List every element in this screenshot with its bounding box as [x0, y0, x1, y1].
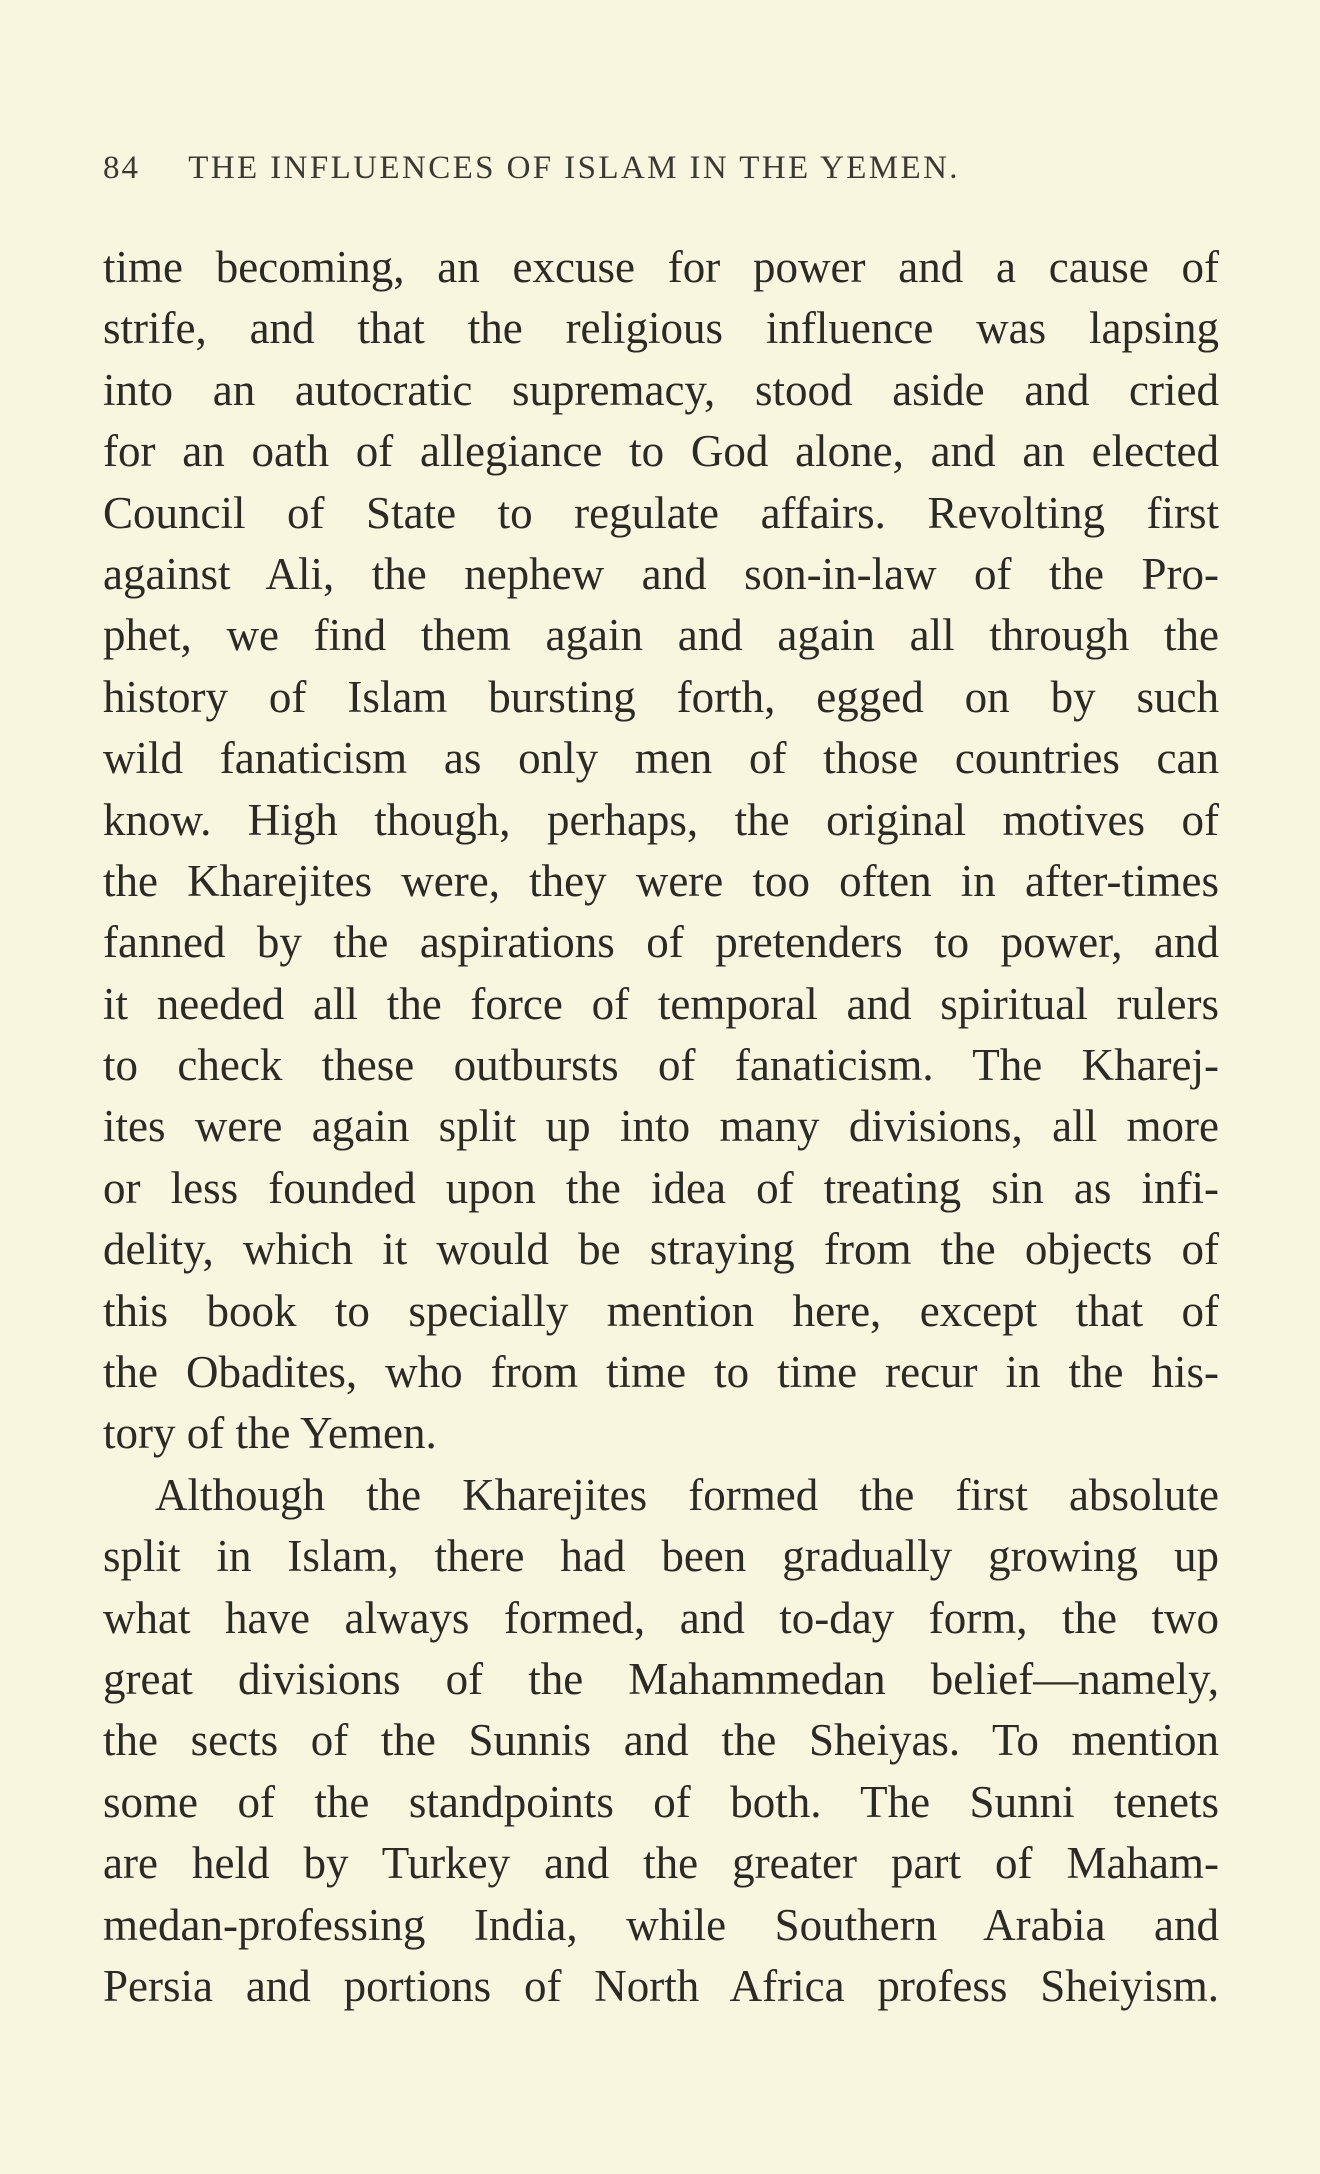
text-line: the Kharejites were, they were too often in after-times [103, 855, 1219, 906]
text-line: time becoming, an excuse for power and a cause of [103, 242, 1219, 292]
text-line: this book to specially mention here, except that of [103, 1285, 1219, 1336]
text-line: ites were again split up into many divisions, all more [103, 1101, 1219, 1152]
text-line: for an oath of allegiance to God alone, and an elected [103, 426, 1219, 477]
body-text [103, 237, 1219, 2017]
text-line: Persia and portions of North Africa profess Sheiyism. [103, 1960, 1219, 2011]
text-line: Although the Kharejites formed the first absolute [155, 1469, 1219, 1520]
running-title: THE INFLUENCES OF ISLAM IN THE YEMEN. [188, 150, 960, 186]
text-line: are held by Turkey and the greater part of Maham- [103, 1838, 1219, 1889]
text-line: strife, and that the religious influence was lapsing [103, 303, 1219, 354]
text-line: medan-professing India, while Southern Arabia and [103, 1899, 1219, 1950]
text-line: split in Islam, there had been gradually growing up [103, 1531, 1219, 1582]
text-line: it needed all the force of temporal and spiritual rulers [103, 978, 1219, 1029]
text-line: what have always formed, and to-day form, the two [103, 1592, 1219, 1643]
text-line: fanned by the aspirations of pretenders to power, and [103, 917, 1219, 968]
page-number: 84 [103, 150, 140, 186]
text-line: or less founded upon the idea of treating sin as infi- [103, 1162, 1219, 1213]
text-line: tory of the Yemen. [103, 1408, 437, 1459]
text-line: the sects of the Sunnis and the Sheiyas. To mention [103, 1715, 1219, 1766]
text-line: into an autocratic supremacy, stood aside and cried [103, 364, 1219, 415]
text-line: delity, which it would be straying from the objects of [103, 1224, 1219, 1275]
text-line: know. High though, perhaps, the original motives of [103, 794, 1219, 845]
text-line: phet, we find them again and again all through the [103, 610, 1219, 661]
text-line: some of the standpoints of both. The Sunni tenets [103, 1776, 1219, 1827]
text-line: Council of State to regulate affairs. Revolting first [103, 487, 1219, 538]
text-line: against Ali, the nephew and son-in-law of the Pro- [103, 548, 1219, 599]
text-line: wild fanaticism as only men of those countries can [103, 733, 1219, 784]
text-line: the Obadites, who from time to time recur in the his- [103, 1347, 1219, 1398]
text-line: great divisions of the Mahammedan belief—namely, [103, 1653, 1219, 1704]
text-line: history of Islam bursting forth, egged on by such [103, 671, 1219, 722]
running-head [103, 150, 1223, 198]
text-line: to check these outbursts of fanaticism. The Kharej- [103, 1040, 1219, 1091]
